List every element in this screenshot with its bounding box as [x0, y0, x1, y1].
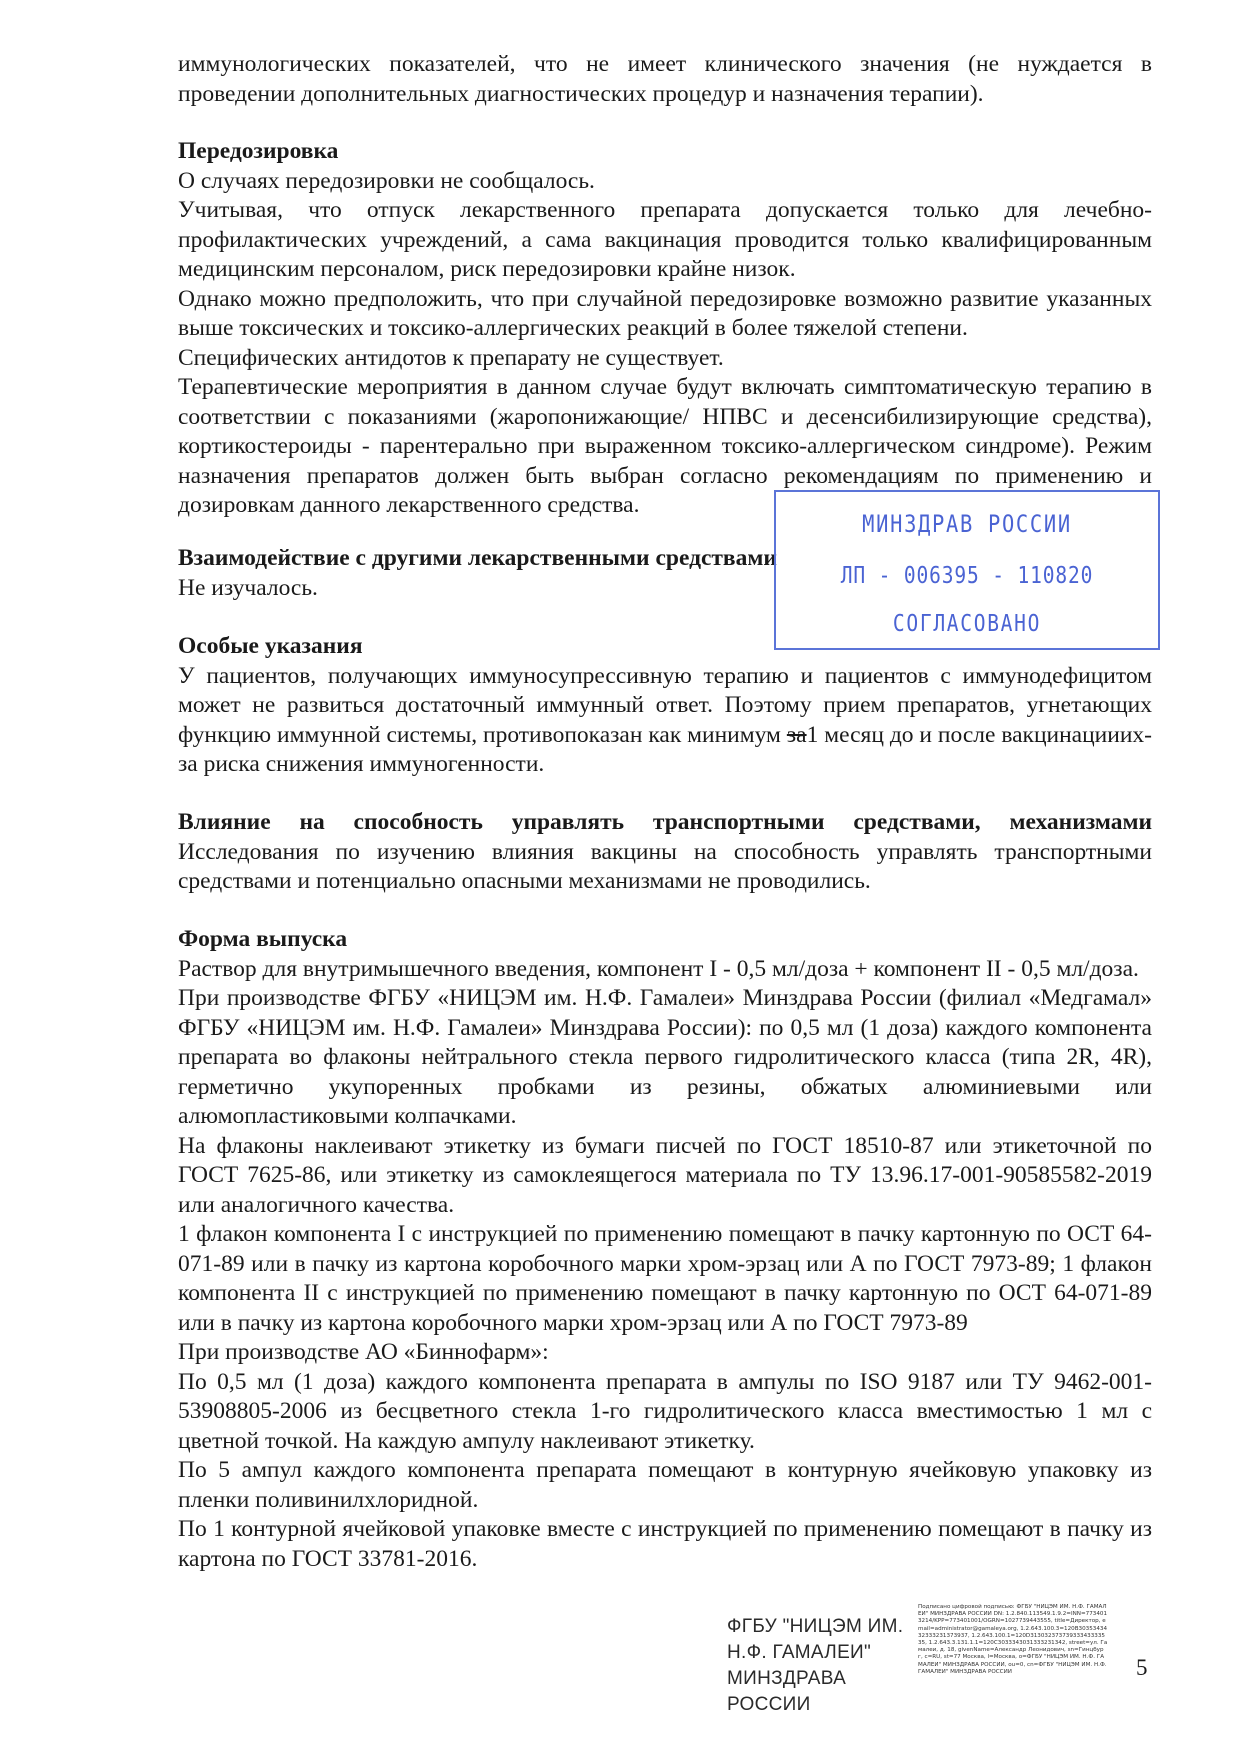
page-number: 5 [1136, 1655, 1148, 1680]
overdose-paragraph-5: Терапевтические мероприятия в данном случае будут включать симптоматическую терапию в соответствии с показаниями (жаропонижающие/ НПВС и десенсибилизирующие средства), кортикостероиды - парентерально при выраженном токсико-аллергическом синдроме). Режим назначения препаратов должен быть выбран согласно рекомендациям по применению и дозировкам данного лекарственного средства. [178, 374, 1152, 518]
intro-paragraph [178, 50, 1152, 109]
interaction-paragraph: Не изучалось. [178, 574, 318, 601]
overdose-section [178, 137, 1152, 521]
overdose-heading: Передозировка [178, 138, 339, 164]
driving-section [178, 808, 1152, 897]
form-paragraph-7: По 5 ампул каждого компонента препарата помещают в контурную ячейковую упаковку из пленки поливинилхлоридной. [178, 1457, 1152, 1513]
intro-line-2: проведении дополнительных диагностических процедур и назначения терапии). [178, 80, 984, 107]
form-paragraph-3: На флаконы наклеивают этикетку из бумаги писчей по ГОСТ 18510-87 или этикеточной по ГОСТ 7625-86, или этикетку из самоклеящегося материала по ТУ 13.96.17-001-90585582-2019 или аналогичного качества. [178, 1132, 1152, 1218]
signature-org-line-3: МИНЗДРАВА РОССИИ [727, 1668, 847, 1715]
driving-heading: Влияние на способность управлять транспортными средствами, механизмами [178, 809, 1152, 835]
form-paragraph-2: При производстве ФГБУ «НИЦЭМ им. Н.Ф. Гамалеи» Минздрава России (филиал «Медгамал» ФГБУ «НИЦЭМ им. Н.Ф. Гамалеи» Минздрава России): по 0,5 мл (1 доза) каждого компонента препарата во флаконы нейтрального стекла первого гидролитического класса (типа 2R, 4R), герметично укупоренных пробками из резины, обжатых алюминиевыми или алюмопластиковыми колпачками. [178, 985, 1152, 1129]
approval-stamp [774, 490, 1160, 650]
form-paragraph-4: 1 флакон компонента I с инструкцией по применению помещают в пачку картонную по ОСТ 64-071-89 или в пачку из картона коробочного марки хром-эрзац или А по ГОСТ 7973-89; 1 флакон компонента II с инструкцией по применению помещают в пачку картонную по ОСТ 64-071-89 или в пачку из картона коробочного марки хром-эрзац или А по ГОСТ 7973-89 [178, 1221, 1152, 1336]
form-heading: Форма выпуска [178, 926, 348, 952]
stamp-registration-number: ЛП - 006395 - 110820 [840, 563, 1094, 589]
form-paragraph-6: По 0,5 мл (1 доза) каждого компонента препарата в ампулы по ISO 9187 или ТУ 9462-001-53908805-2006 из бесцветного стекла 1-го гидролитического класса вместимостью 1 мл с цветной точкой. На каждую ампулу наклеивают этикетку. [178, 1368, 1152, 1454]
interaction-heading: Взаимодействие с другими лекарственными средствами [178, 545, 777, 571]
driving-paragraph: Исследования по изучению влияния вакцины на способность управлять транспортными средствами и потенциально опасными механизмами не проводились. [178, 838, 1152, 894]
form-paragraph-1: Раствор для внутримышечного введения, компонент I - 0,5 мл/доза + компонент II - 0,5 мл/доза. [178, 955, 1139, 982]
form-paragraph-5: При производстве АО «Биннофарм»: [178, 1339, 549, 1365]
stamp-ministry: МИНЗДРАВ РОССИИ [862, 510, 1072, 538]
special-heading: Особые указания [178, 633, 363, 659]
signature-organization [727, 1614, 927, 1718]
special-paragraph [178, 662, 1152, 780]
overdose-paragraph-1: О случаях передозировки не сообщалось. [178, 167, 595, 194]
overdose-paragraph-2: Учитывая, что отпуск лекарственного препарата допускается только для лечебно-профилактических учреждений, а сама вакцинация проводится только квалифицированным медицинским персоналом, риск передозировки крайне низок. [178, 197, 1152, 282]
form-section [178, 925, 1152, 1574]
special-section [178, 632, 1152, 780]
overdose-paragraph-3: Однако можно предположить, что при случайной передозировке возможно развитие указанных выше токсических и токсико-аллергических реакций в более тяжелой степени. [178, 285, 1152, 341]
form-paragraph-8: По 1 контурной ячейковой упаковке вместе с инструкцией по применению помещают в пачку из картона по ГОСТ 33781-2016. [178, 1516, 1152, 1572]
special-text-before: У пациентов, получающих иммуносупрессивную терапию и пациентов с иммунодефицитом может не развиться достаточный иммунный ответ. Поэтому прием препаратов, угнетающих функцию иммунной системы, противопоказан как минимум [178, 662, 1152, 748]
special-text-after: 1 месяц до и после вакцинацииих-за риска снижения иммуногенности. [178, 721, 1152, 777]
signature-org-line-1: ФГБУ "НИЦЭМ ИМ. [727, 1616, 904, 1637]
intro-line-1: иммунологических показателей, что не имеет клинического значения (не нуждается в [178, 51, 1152, 77]
digital-signature-details: Подписано цифровой подписью: ФГБУ "НИЦЭМ ИМ. Н.Ф. ГАМАЛЕИ" МИНЗДРАВА РОССИИ DN: 1.2.840.113549.1.9.2=INN=7734013214/KPP=773401001/OGRN=1027739443555, title=Директор, email=administrator@gamaleya.org, 1.2.643.100.3=120B3035343432333231373937, 1.2.643.100.1=120D31303237373933343333535, 1.2.643.3.131.1.1=120C3033343031333231342, street=ул. Гамалеи, д. 18, givenName=Александр Леонидович, sn=Гинцбург, c=RU, st=77 Москва, l=Москва, o=ФГБУ "НИЦЭМ ИМ. Н.Ф. ГАМАЛЕИ" МИНЗДРАВА РОССИИ, ou=0, cn=ФГБУ "НИЦЭМ ИМ. Н.Ф. ГАМАЛЕИ" МИНЗДРАВА РОССИИ [918, 1604, 1108, 1675]
stamp-approved: СОГЛАСОВАНО [892, 611, 1042, 637]
signature-org-line-2: Н.Ф. ГАМАЛЕИ" [727, 1642, 872, 1663]
overdose-paragraph-4: Специфических антидотов к препарату не существует. [178, 344, 724, 371]
special-struck-text: за [786, 721, 807, 748]
